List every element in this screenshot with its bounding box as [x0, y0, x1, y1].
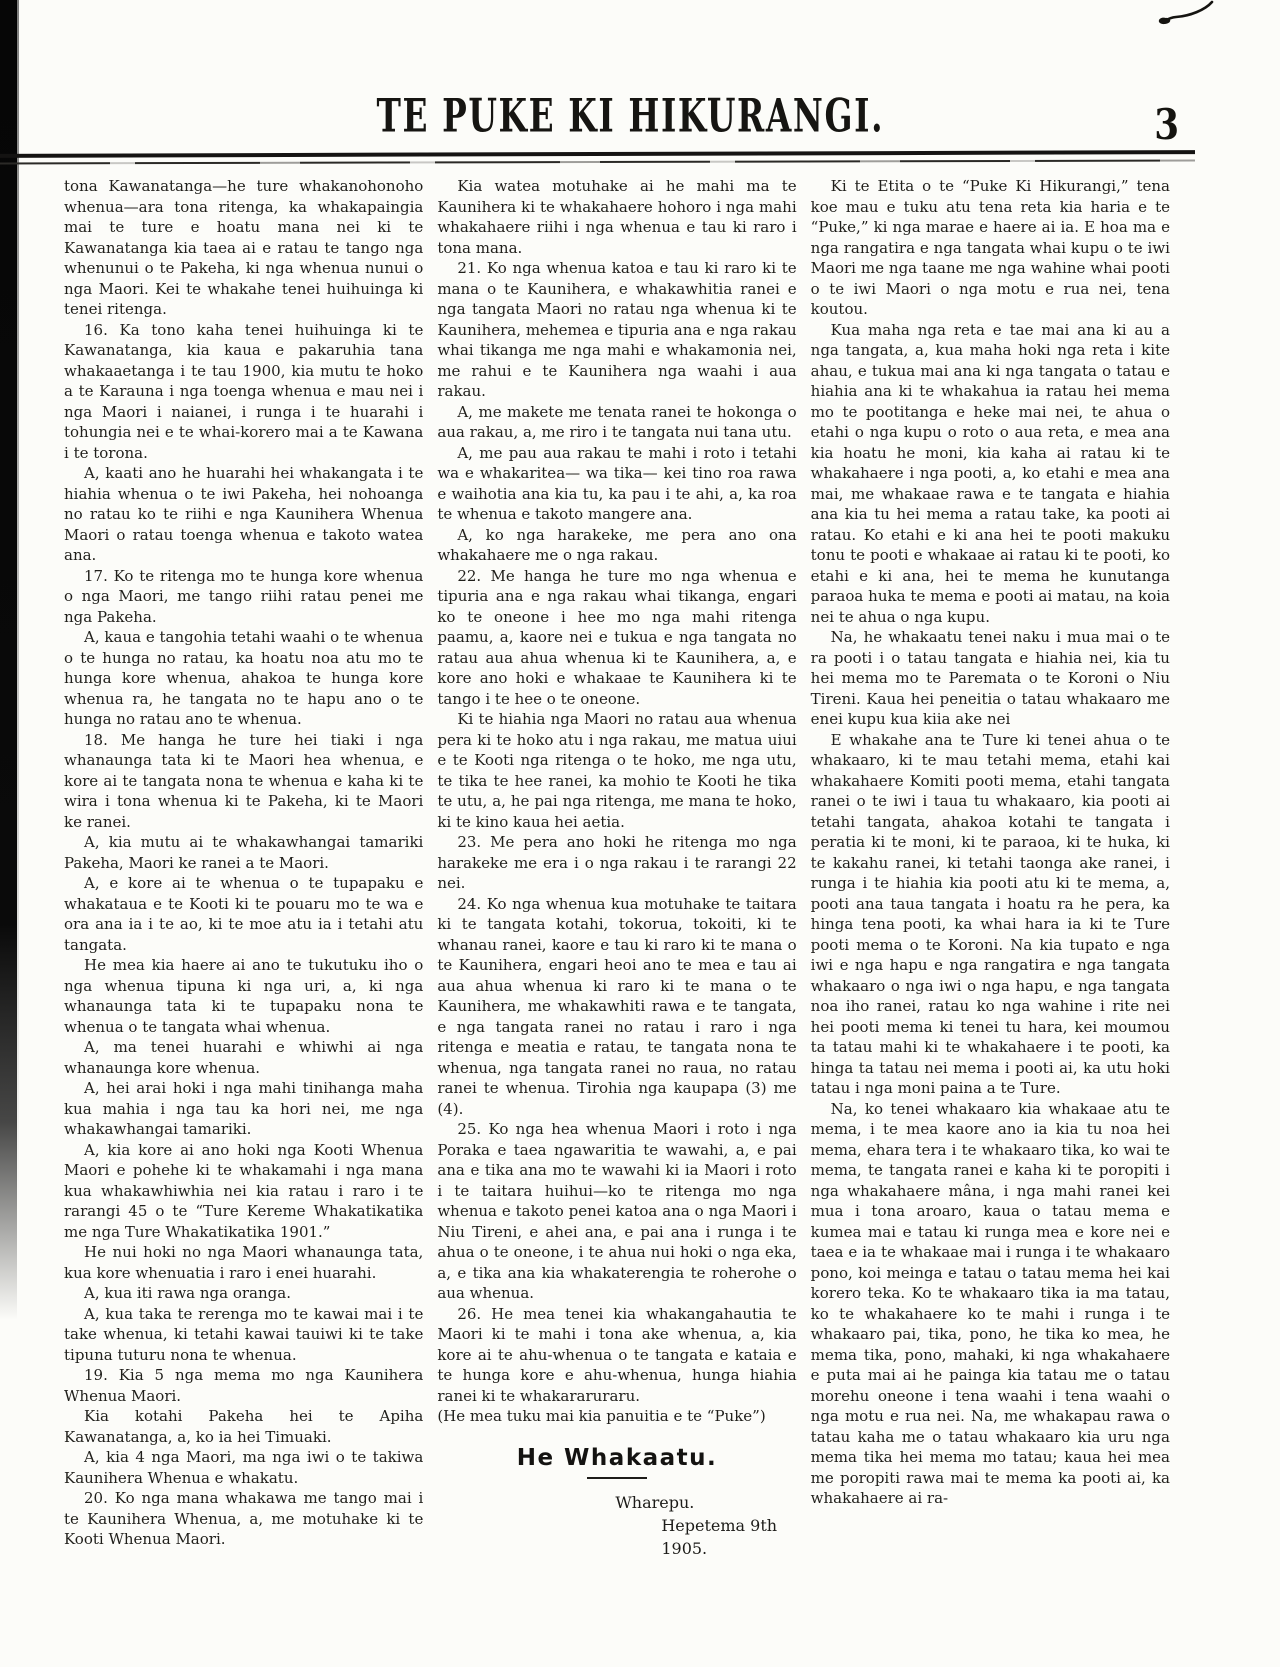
paragraph: 24. Ko nga whenua kua motuhake te taitara ki te tangata kotahi, tokorua, tokoiti, ki te whanau ranei, kaore e tau ki raro ki te mana o te Kaunihera, engari heoi ano te mea e tau ai aua ahua whenua ki raro ki te mana o te Kaunihera, me whakawhiti rawa e te tangata, e nga tangata ranei no ratau i raro i nga ritenga e meatia e ratau, te tangata nona te whenua, nga tangata ranei no raua, no ratau ranei te whenua. Tirohia nga kaupapa (3) me (4). [437, 894, 797, 1118]
section-heading: He Whakaatu. [516, 1444, 718, 1471]
paragraph: A, kaati ano he huarahi hei whakangata i te hiahia whenua o te iwi Pakeha, hei nohoanga no ratau ko te riihi e nga Kaunihera Whenua Maori o ratau toenga whenua e takoto watea ana. [64, 464, 424, 564]
paragraph: A, ko nga harakeke, me pera ano ona whakahaere me o nga rakau. [437, 525, 797, 564]
paragraph: A, kia mutu ai te whakawhangai tamariki Pakeha, Maori ke ranei a te Maori. [64, 833, 424, 872]
paragraph: A, kua taka te rerenga mo te kawai mai i te take whenua, ki tetahi kawai tauiwi ki te take tipuna tuturu nona te whenua. [64, 1304, 424, 1364]
paragraph: A, kaua e tangohia tetahi waahi o te whenua o te hunga no ratau, ka hoatu noa atu mo te hunga kore whenua, ahakoa te hunga kore whenua ra, he tangata no te hapu ano o te hunga no ratau ano te whenua. [64, 628, 424, 728]
paragraph: 23. Me pera ano hoki he ritenga mo nga harakeke me era i o nga rakau i te rarangi 22 nei. [437, 833, 797, 892]
paragraph: 22. Me hanga he ture mo nga whenua e tipuria ana e nga rakau whai tikanga, engari ko te oneone i hee mo nga mahi ritenga paamu, a, kaore nei e tukua e nga tangata no ratau aua ahua whenua ki te Kaunihera, a, e kore ano hoki e whakaae te Kaunihera ki te tango i te hee o te oneone. [437, 566, 797, 708]
column-1 [64, 176, 423, 1656]
page-number: 3 [1154, 100, 1180, 149]
signature-date: Hepetema 9th 1905. [661, 1516, 778, 1558]
paragraph: 26. He mea tenei kia whakangahautia te Maori ki te mahi i tona ake whenua, a, kia kore ai te ahu-whenua o te tangata e kataia e te hunga kore e ahu-whenua, hunga hiahia ranei ki te whakararuraru. [437, 1304, 797, 1405]
paragraph: A, me pau aua rakau te mahi i roto i tetahi wa e whakaritea— wa tika— kei tino roa rawa e waihotia ana kia tu, ka pau i te ahi, a, ka roa te whenua e takoto mangere ana. [437, 443, 797, 523]
paragraph: tona Kawanatanga—he ture whakanohonoho whenua—ara tona ritenga, ka whakapaingia mai te ture e hoatu mana nei ki te Kawanatanga kia taea ai e ratau te tango nga whenunui o te Pakeha, ki nga whenua nunui o nga Maori. Kei te whakahe tenei huihuinga ki tenei ritenga. [64, 177, 424, 318]
paragraph: 16. Ka tono kaha tenei huihuinga ki te Kawanatanga, kia kaua e pakaruhia tana whakaaetanga i te tau 1900, kia mutu te hoko a te Karauna i nga toenga whenua e mau nei i nga Maori i naianei, i runga i te huarahi i tohungia nei e te whai-korero mai a te Kawana i te torona. [64, 320, 424, 462]
paragraph: 20. Ko nga mana whakawa me tango mai i te Kaunihera Whenua, a, me motuhake ki te Kooti Whenua Maori. [64, 1489, 424, 1548]
paragraph: 17. Ko te ritenga mo te hunga kore whenua o nga Maori, me tango riihi ratau penei me nga Pakeha. [64, 566, 424, 626]
paragraph: Na, he whakaatu tenei naku i mua mai o te ra pooti i o tatau tangata e hiahia nei, kia tu hei mema mo te Paremata o te Koroni o Niu Tireni. Kaua hei peneitia o tatau whakaaro me enei kupu kua kiia ake nei [810, 628, 1170, 728]
paragraph: A, e kore ai te whenua o te tupapaku e whakataua e te Kooti ki te pouaru mo te wa e ora ana ia i te ao, ki te moe atu ia i tetahi atu tangata. [64, 874, 424, 954]
column-2 [437, 176, 796, 1656]
paragraph: 19. Kia 5 nga mema mo nga Kaunihera Whenua Maori. [64, 1366, 424, 1405]
scan-edge-artifact [0, 0, 17, 1320]
paragraph: A, ma tenei huarahi e whiwhi ai nga whanaunga kore whenua. [64, 1038, 424, 1077]
paragraph: He nui hoki no nga Maori whanaunga tata, kua kore whenuatia i raro i enei huarahi. [64, 1243, 424, 1282]
paragraph: A, me makete me tenata ranei te hokonga o aua rakau, a, me riro i te tangata nui tana utu. [437, 402, 797, 441]
paragraph: A, kua iti rawa nga oranga. [84, 1284, 291, 1302]
paragraph: E whakahe ana te Ture ki tenei ahua o te whakaaro, ki te mau tetahi mema, etahi kai whakahaere Komiti pooti mema, etahi tangata ranei o te iwi i taua tu whakaaro, kia pooti ai tetahi tangata, ahakoa kotahi te tangata i peratia ki te moni, ki te paraoa, ki te huka, ki te kakahu ranei, ki tetahi taonga ake ranei, i runga i te hiahia kia pooti atu ki te mema, a, pooti ana taua tangata i hoatu ra he pera, ka hinga tena pooti, ka whai hara ia ki te Ture pooti mema o te Koroni. Na kia tupato e nga iwi e nga hapu e nga rangatira e nga tangata whakaaro o nga iwi o nga hapu, e nga tangata noa iho ranei, ratau ko nga wahine i rite nei hei pooti mema ki tenei tu hara, kei moumou ta tatau mahi ki te whakahaere i te pooti, ka hinga ta tatau nei mema i pooti ai, ka utu hoki tatau i nga moni paina a te Ture. [810, 730, 1170, 1097]
paragraph: Kia watea motuhake ai he mahi ma te Kaunihera ki te whakahaere hohoro i nga mahi whakahaere riihi i nga whenua e tau ki raro i tona mana. [437, 177, 797, 257]
paragraph: Kia kotahi Pakeha hei te Apiha Kawanatanga, a, ko ia hei Timuaki. [64, 1407, 424, 1446]
article-columns [64, 176, 1170, 1656]
masthead-title [0, 89, 1260, 143]
paragraph: A, kia kore ai ano hoki nga Kooti Whenua Maori e pohehe ki te whakamahi i nga mana kua whakawhiwhia nei kia ratau i raro i te rarangi 45 o te “Ture Kereme Whakatikatika me nga Ture Whakatikatika 1901.” [64, 1140, 424, 1241]
paragraph: A, hei arai hoki i nga mahi tinihanga maha kua mahia i nga tau ka hori nei, me nga whakawhangai tamariki. [64, 1079, 424, 1138]
ink-flourish-mark [1150, 0, 1220, 40]
masthead-title-text: TE PUKE KI HIKURANGI. [376, 89, 884, 143]
paragraph: 25. Ko nga hea whenua Maori i roto i nga Poraka e taea ngawaritia te wawahi, a, e pai ana e tika ana mo te wawahi ki ia Maori i roto i te taitara huihui—ko te ritenga mo nga whenua e takoto penei katoa ana o nga Maori i Niu Tireni, e ahei ana, e pai ana i runga i te ahua o te oneone, i te ahua nui hoki o nga eka, a, e tika ana kia whakaterengia te roherohe o aua whenua. [437, 1120, 797, 1302]
paragraph: Kua maha nga reta e tae mai ana ki au a nga tangata, a, kua maha hoki nga reta i kite ahau, e tukua mai ana ki nga tangata o tatau e hiahia ana ki te whakahua ia ratau hei mema mo te pootitanga e heke mai nei, te ahua o etahi o nga kupu o roto o aua reta, e mea ana kia hoatu he moni, kia kaha ai ratau ki te whakahaere i nga pooti, a, ko etahi e mea ana mai, me whakaae rawa e te tangata e hiahia ana kia tu hei mema a ratau take, ka pooti ai ratau. Ko etahi e ki ana hei te pooti makuku tonu te pooti e whakaae ai ratau ki te pooti, ko etahi e ki ana, hei te mema he kunutanga paraoa huka te mema e pooti ai matau, na koia nei te ahua o nga kupu. [810, 320, 1170, 626]
paragraph: Ki te Etita o te “Puke Ki Hikurangi,” tena koe mau e tuku atu tena reta kia haria e te “Puke,” ki nga marae e haere ai ia. E hoa ma e nga rangatira e nga tangata whai kupu o te iwi Maori me nga taane me nga wahine whai pooti o te iwi Maori o nga motu e rua nei, tena koutou. [810, 177, 1170, 318]
paragraph: He mea kia haere ai ano te tukutuku iho o nga whenua tipuna ki nga uri, a, ki nga whanaunga tata ki te tupapaku nona te whenua o te tangata whai whenua. [64, 956, 424, 1036]
header-rule-top [0, 150, 1195, 157]
paragraph: Na, ko tenei whakaaro kia whakaae atu te mema, i te mea kaore ano ia kia tu noa hei mema, ehara tera i te whakaaro tika, ko wai te mema, te tangata ranei e kaha ki te poropiti i nga whakahaere mâna, i nga mahi ranei kei mua i tona aroaro, kaua o tatau mema e kumea mai e tatau ki runga mea e kore nei e taea e ia te whakaae mai i runga i te whakaaro pono, koi meinga e tatau o tatau mema hei kai korero teka. Ko te whakaaro tika ia ma tatau, ko te whakahaere ko te mahi i runga i te whakaaro pai, tika, pono, he tika ko mea, he mema tika, pono, mahaki, ki nga whakahaere e puta mai ai he painga kia tatau me o tatau morehu oneone i tena waahi i tena waahi o nga motu e rua nei. Na, me whakapau rawa o tatau kaha me o tatau whakaaro kia uru nga mema tika hei mema mo tatau; kaua hei mea me poropiti rawa mai te mema ka pooti ai, ka whakahaere ai ra- [810, 1099, 1170, 1507]
paragraph: 21. Ko nga whenua katoa e tau ki raro ki te mana o te Kaunihera, e whakawhitia ranei e nga tangata Maori no ratau nga whenua ki te Kaunihera, mehemea e tipuria ana e nga rakau whai tikanga me nga mahi e whakamonia nei, me rahui e te Kaunihera nga waahi i aua rakau. [437, 259, 797, 400]
signature-name: Wharepu. [615, 1493, 695, 1512]
paragraph: 18. Me hanga he ture hei tiaki i nga whanaunga tata ki te Maori hea whenua, e kore ai te tangata nona te whenua e kaha ki te wira i tona whenua ki te Pakeha, ki te Maori ke ranei. [64, 730, 424, 831]
heading-rule [587, 1477, 647, 1480]
header-rule-bottom [0, 160, 1195, 165]
paragraph: Ki te hiahia nga Maori no ratau aua whenua pera ki te hoko atu i nga rakau, me matua uiui e te Kooti nga ritenga o te hoko, me nga utu, te tika te hee ranei, ka mohio te Kooti he tika te utu, a, he pai nga ritenga, me mana te hoko, ki te kino kaua hei aetia. [437, 710, 797, 831]
column-3 [811, 176, 1170, 1656]
paragraph: (He mea tuku mai kia panuitia e te “Puke”) [437, 1407, 766, 1425]
paragraph: A, kia 4 nga Maori, ma nga iwi o te takiwa Kaunihera Whenua e whakatu. [64, 1448, 424, 1487]
